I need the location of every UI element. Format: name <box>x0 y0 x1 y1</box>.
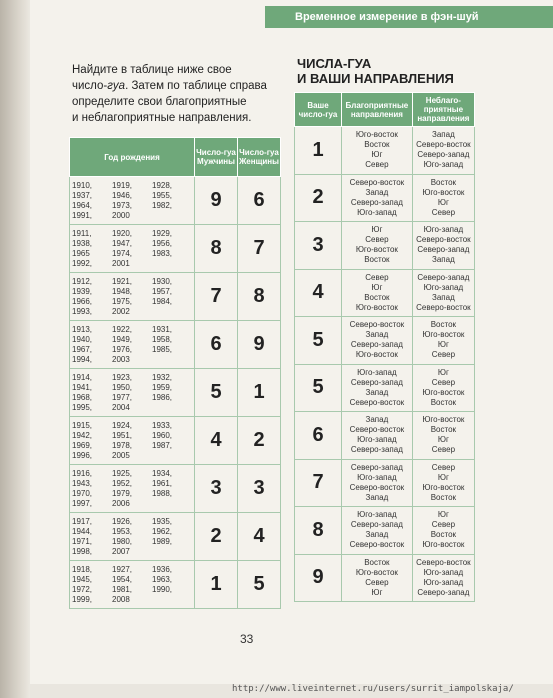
gua-women: 3 <box>238 465 281 513</box>
table-row <box>295 364 475 412</box>
page-spine <box>0 0 30 698</box>
gua-number: 5 <box>295 317 342 365</box>
birth-years: 1917, 1926, 1935, 1944, 1953, 1962, 1971, 1980, 1989, 1998, 2007 <box>70 513 195 561</box>
gua-men: 8 <box>195 225 238 273</box>
birth-years: 1911, 1920, 1929, 1938, 1947, 1956, 1965 1974, 1983, 1992, 2001 <box>70 225 195 273</box>
table-row <box>295 554 475 602</box>
bad-directions: Восток Юго-восток Юг Север <box>412 174 474 222</box>
table-row <box>70 369 281 417</box>
good-directions: Северо-восток Запад Северо-запад Юго-восток <box>342 317 413 365</box>
table-row <box>295 127 475 175</box>
page-number: 33 <box>240 632 254 646</box>
birth-years: 1912, 1921, 1930, 1939, 1948, 1957, 1966, 1975, 1984, 1993, 2002 <box>70 273 195 321</box>
birth-year-table <box>69 137 281 609</box>
section-title: ЧИСЛА-ГУА И ВАШИ НАПРАВЛЕНИЯ <box>297 56 454 86</box>
gua-number: 2 <box>295 174 342 222</box>
col-header-good: Благоприятные направления <box>342 93 413 127</box>
bad-directions: Северо-запад Юго-запад Запад Северо-восток <box>412 269 474 317</box>
gua-men: 3 <box>195 465 238 513</box>
table-row <box>70 513 281 561</box>
gua-number: 7 <box>295 459 342 507</box>
birth-years: 1916, 1925, 1934, 1943, 1952, 1961, 1970, 1979, 1988, 1997, 2006 <box>70 465 195 513</box>
gua-men: 1 <box>195 561 238 609</box>
table-row <box>70 177 281 225</box>
chapter-header: Временное измерение в фэн-шуй <box>265 6 553 28</box>
intro-line: и неблагоприятные направления. <box>72 112 252 124</box>
good-directions: Запад Северо-восток Юго-запад Северо-запад <box>342 412 413 460</box>
gua-women: 9 <box>238 321 281 369</box>
bad-directions: Юг Север Восток Юго-восток <box>412 507 474 555</box>
good-directions: Юго-восток Восток Юг Север <box>342 127 413 175</box>
birth-years: 1913, 1922, 1931, 1940, 1949, 1958, 1967, 1976, 1985, 1994, 2003 <box>70 321 195 369</box>
bad-directions: Юго-восток Восток Юг Север <box>412 412 474 460</box>
table-row <box>70 225 281 273</box>
good-directions: Восток Юго-восток Север Юг <box>342 554 413 602</box>
good-directions: Северо-запад Юго-запад Северо-восток Запад <box>342 459 413 507</box>
gua-women: 5 <box>238 561 281 609</box>
gua-women: 4 <box>238 513 281 561</box>
bad-directions: Запад Северо-восток Северо-запад Юго-запад <box>412 127 474 175</box>
watermark-url: http://www.liveinternet.ru/users/surrit_iampolskaja/ <box>232 684 514 694</box>
table-row <box>295 269 475 317</box>
gua-women: 1 <box>238 369 281 417</box>
gua-number: 4 <box>295 269 342 317</box>
gua-number: 6 <box>295 412 342 460</box>
col-header-bad: Неблаго-приятные направления <box>412 93 474 127</box>
gua-men: 6 <box>195 321 238 369</box>
gua-women: 7 <box>238 225 281 273</box>
good-directions: Юг Север Юго-восток Восток <box>342 222 413 270</box>
gua-women: 2 <box>238 417 281 465</box>
gua-number: 1 <box>295 127 342 175</box>
gua-men: 2 <box>195 513 238 561</box>
gua-men: 5 <box>195 369 238 417</box>
table-row <box>70 417 281 465</box>
table-row <box>70 561 281 609</box>
birth-years: 1914, 1923, 1932, 1941, 1950, 1959, 1968, 1977, 1986, 1995, 2004 <box>70 369 195 417</box>
table-row <box>295 412 475 460</box>
table-row <box>295 459 475 507</box>
intro-line: определите свои благоприятные <box>72 96 247 108</box>
bad-directions: Восток Юго-восток Юг Север <box>412 317 474 365</box>
good-directions: Северо-восток Запад Северо-запад Юго-запад <box>342 174 413 222</box>
col-header-women: Число-гуа Женщины <box>238 138 281 177</box>
bad-directions: Север Юг Юго-восток Восток <box>412 459 474 507</box>
birth-years: 1910, 1919, 1928, 1937, 1946, 1955, 1964, 1973, 1982, 1991, 2000 <box>70 177 195 225</box>
gua-women: 8 <box>238 273 281 321</box>
table-row <box>70 273 281 321</box>
birth-years: 1915, 1924, 1933, 1942, 1951, 1960, 1969, 1978, 1987, 1996, 2005 <box>70 417 195 465</box>
intro-text <box>72 62 272 126</box>
good-directions: Юго-запад Северо-запад Запад Северо-восток <box>342 364 413 412</box>
table-row <box>295 507 475 555</box>
table-row <box>295 222 475 270</box>
table-row <box>70 321 281 369</box>
gua-number: 5 <box>295 364 342 412</box>
table-row <box>295 317 475 365</box>
directions-table <box>294 92 475 602</box>
bad-directions: Северо-восток Юго-запад Юго-запад Северо-запад <box>412 554 474 602</box>
bad-directions: Юг Север Юго-восток Восток <box>412 364 474 412</box>
col-header-men: Число-гуа Мужчины <box>195 138 238 177</box>
gua-number: 8 <box>295 507 342 555</box>
col-header-gua: Ваше число-гуа <box>295 93 342 127</box>
bad-directions: Юго-запад Северо-восток Северо-запад Запад <box>412 222 474 270</box>
col-header-years: Год рождения <box>70 138 195 177</box>
gua-men: 9 <box>195 177 238 225</box>
gua-number: 9 <box>295 554 342 602</box>
gua-women: 6 <box>238 177 281 225</box>
birth-years: 1918, 1927, 1936, 1945, 1954, 1963, 1972, 1981, 1990, 1999, 2008 <box>70 561 195 609</box>
gua-men: 7 <box>195 273 238 321</box>
table-row <box>70 465 281 513</box>
good-directions: Север Юг Восток Юго-восток <box>342 269 413 317</box>
intro-line: Найдите в таблице ниже свое <box>72 64 232 76</box>
gua-number: 3 <box>295 222 342 270</box>
intro-line: число-гуа. Затем по таблице справа <box>72 80 267 92</box>
table-row <box>295 174 475 222</box>
gua-men: 4 <box>195 417 238 465</box>
good-directions: Юго-запад Северо-запад Запад Северо-восток <box>342 507 413 555</box>
